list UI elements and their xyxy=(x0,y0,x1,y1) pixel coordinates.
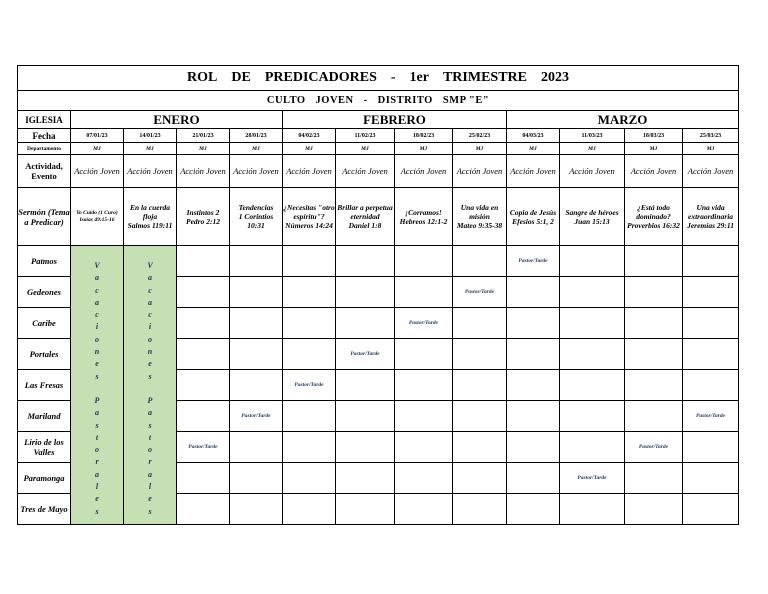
activity-cell: Acción Joven xyxy=(395,155,453,188)
schedule-cell xyxy=(453,246,507,277)
assignment-cell: Pastor/Tarde xyxy=(177,432,230,463)
schedule-cell xyxy=(230,246,283,277)
schedule-cell xyxy=(283,277,336,308)
sermon-cell: ¿Está todo dominado? Proverbios 16:32 xyxy=(625,188,683,246)
schedule-cell xyxy=(560,277,625,308)
department-cell: MJ xyxy=(507,143,560,155)
schedule-cell xyxy=(336,308,395,339)
fecha-header: Fecha xyxy=(18,129,71,143)
date-cell: 14/01/23 xyxy=(124,129,177,143)
church-name: Patmos xyxy=(18,246,71,277)
schedule-cell xyxy=(395,494,453,525)
schedule-cell xyxy=(283,401,336,432)
month-febrero: FEBRERO xyxy=(283,111,507,129)
schedule-cell xyxy=(625,277,683,308)
schedule-cell xyxy=(230,432,283,463)
date-cell: 11/03/23 xyxy=(560,129,625,143)
department-cell: MJ xyxy=(453,143,507,155)
church-name: Gedeones xyxy=(18,277,71,308)
schedule-cell xyxy=(395,277,453,308)
document-title: ROL DE PREDICADORES - 1er TRIMESTRE 2023 xyxy=(18,66,739,91)
department-cell: MJ xyxy=(177,143,230,155)
schedule-cell xyxy=(683,277,739,308)
schedule-cell xyxy=(683,308,739,339)
schedule-cell xyxy=(683,246,739,277)
schedule-cell xyxy=(507,401,560,432)
iglesia-header: IGLESIA xyxy=(18,111,71,129)
activity-cell: Acción Joven xyxy=(560,155,625,188)
schedule-cell xyxy=(336,277,395,308)
church-name: Mariland xyxy=(18,401,71,432)
assignment-cell: Pastor/Tarde xyxy=(625,432,683,463)
schedule-cell xyxy=(560,246,625,277)
schedule-cell xyxy=(625,463,683,494)
assignment-cell: Pastor/Tarde xyxy=(453,277,507,308)
schedule-cell xyxy=(625,370,683,401)
schedule-cell xyxy=(625,494,683,525)
date-cell: 04/03/23 xyxy=(507,129,560,143)
date-cell: 04/02/23 xyxy=(283,129,336,143)
sermon-cell: Una vida en misión Mateo 9:35-38 xyxy=(453,188,507,246)
date-cell: 25/02/23 xyxy=(453,129,507,143)
sermon-cell: Tendencias 1 Corintios 10:31 xyxy=(230,188,283,246)
schedule-cell xyxy=(453,370,507,401)
schedule-cell xyxy=(453,308,507,339)
schedule-cell xyxy=(507,308,560,339)
schedule-cell xyxy=(625,308,683,339)
schedule-cell xyxy=(283,308,336,339)
date-cell: 18/02/23 xyxy=(395,129,453,143)
schedule-cell xyxy=(283,463,336,494)
department-cell: MJ xyxy=(560,143,625,155)
vacaciones-pastorales-text: V a c a c i o n e s P a s t o r a l e s xyxy=(94,261,100,516)
schedule-cell xyxy=(395,370,453,401)
church-name: Paramonga xyxy=(18,463,71,494)
actividad-header: Actividad, Evento xyxy=(18,155,71,188)
schedule-cell xyxy=(230,277,283,308)
schedule-cell xyxy=(395,246,453,277)
schedule-cell xyxy=(395,339,453,370)
schedule-cell xyxy=(453,432,507,463)
schedule-cell xyxy=(336,246,395,277)
schedule-cell xyxy=(230,308,283,339)
vacaciones-pastorales-cell xyxy=(71,246,124,525)
activity-cell: Acción Joven xyxy=(336,155,395,188)
sermon-cell: Brillar a perpetua eternidad Daniel 1:8 xyxy=(336,188,395,246)
church-row-patmos xyxy=(18,246,739,277)
schedule-cell xyxy=(177,277,230,308)
assignment-cell: Pastor/Tarde xyxy=(395,308,453,339)
schedule-cell xyxy=(283,494,336,525)
assignment-cell: Pastor/Tarde xyxy=(560,463,625,494)
preacher-roster-table xyxy=(17,65,739,525)
schedule-cell xyxy=(177,370,230,401)
vacaciones-pastorales-cell xyxy=(124,246,177,525)
department-cell: MJ xyxy=(71,143,124,155)
schedule-cell xyxy=(336,494,395,525)
schedule-cell xyxy=(683,432,739,463)
schedule-cell xyxy=(283,246,336,277)
schedule-cell xyxy=(453,463,507,494)
month-enero: ENERO xyxy=(71,111,283,129)
church-name: Tres de Mayo xyxy=(18,494,71,525)
sermon-cell: Copia de Jesús Efesios 5:1, 2 xyxy=(507,188,560,246)
sermon-header: Sermón (Tema a Predicar) xyxy=(18,188,71,246)
date-cell: 18/03/23 xyxy=(625,129,683,143)
church-name: Portales xyxy=(18,339,71,370)
department-cell: MJ xyxy=(683,143,739,155)
schedule-cell xyxy=(283,432,336,463)
activity-cell: Acción Joven xyxy=(283,155,336,188)
schedule-cell xyxy=(336,370,395,401)
schedule-cell xyxy=(683,494,739,525)
schedule-cell xyxy=(560,401,625,432)
activity-cell: Acción Joven xyxy=(507,155,560,188)
schedule-cell xyxy=(336,463,395,494)
sermon-cell: Instintos 2 Pedro 2:12 xyxy=(177,188,230,246)
schedule-cell xyxy=(507,339,560,370)
schedule-cell xyxy=(177,401,230,432)
activity-cell: Acción Joven xyxy=(230,155,283,188)
date-cell: 21/01/23 xyxy=(177,129,230,143)
assignment-cell: Pastor/Tarde xyxy=(683,401,739,432)
activity-cell: Acción Joven xyxy=(177,155,230,188)
date-cell: 25/03/23 xyxy=(683,129,739,143)
date-cell: 07/01/23 xyxy=(71,129,124,143)
document-subtitle: CULTO JOVEN - DISTRITO SMP "E" xyxy=(18,91,739,111)
schedule-cell xyxy=(177,494,230,525)
activity-cell: Acción Joven xyxy=(453,155,507,188)
church-name: Caribe xyxy=(18,308,71,339)
schedule-cell xyxy=(507,370,560,401)
month-marzo: MARZO xyxy=(507,111,739,129)
dates-row xyxy=(18,129,739,143)
church-name: Lirio de los Valles xyxy=(18,432,71,463)
schedule-cell xyxy=(177,339,230,370)
department-cell: MJ xyxy=(283,143,336,155)
schedule-cell xyxy=(507,432,560,463)
sermon-cell: Yo Cuido (1 Curo) Isaías 49:15-16 xyxy=(71,188,124,246)
schedule-cell xyxy=(453,401,507,432)
date-cell: 11/02/23 xyxy=(336,129,395,143)
date-cell: 28/01/23 xyxy=(230,129,283,143)
assignment-cell: Pastor/Tarde xyxy=(336,339,395,370)
schedule-cell xyxy=(683,463,739,494)
departamento-header: Departamento xyxy=(18,143,71,155)
sermon-cell: ¿Necesitas "otro espíritu"? Números 14:24 xyxy=(283,188,336,246)
schedule-cell xyxy=(683,339,739,370)
schedule-cell xyxy=(625,339,683,370)
schedule-cell xyxy=(177,463,230,494)
schedule-cell xyxy=(230,463,283,494)
activity-cell: Acción Joven xyxy=(683,155,739,188)
schedule-cell xyxy=(507,277,560,308)
activity-cell: Acción Joven xyxy=(625,155,683,188)
schedule-cell xyxy=(336,401,395,432)
activities-row xyxy=(18,155,739,188)
schedule-cell xyxy=(177,246,230,277)
sermon-cell: ¡Corramos! Hebreos 12:1-2 xyxy=(395,188,453,246)
sermon-cell: Una vida extraordinaria Jeremías 29:11 xyxy=(683,188,739,246)
schedule-cell xyxy=(560,432,625,463)
schedule-cell xyxy=(683,370,739,401)
schedule-cell xyxy=(625,401,683,432)
schedule-cell xyxy=(395,432,453,463)
sermons-row xyxy=(18,188,739,246)
department-cell: MJ xyxy=(230,143,283,155)
assignment-cell: Pastor/Tarde xyxy=(283,370,336,401)
schedule-cell xyxy=(230,339,283,370)
activity-cell: Acción Joven xyxy=(71,155,124,188)
department-cell: MJ xyxy=(395,143,453,155)
schedule-cell xyxy=(230,494,283,525)
schedule-cell xyxy=(625,246,683,277)
schedule-cell xyxy=(507,494,560,525)
schedule-cell xyxy=(395,463,453,494)
schedule-cell xyxy=(230,370,283,401)
department-cell: MJ xyxy=(625,143,683,155)
schedule-cell xyxy=(453,494,507,525)
vacaciones-pastorales-text: V a c a c i o n e s P a s t o r a l e s xyxy=(147,261,153,516)
schedule-cell xyxy=(177,308,230,339)
sermon-cell: Sangre de héroes Juan 15:13 xyxy=(560,188,625,246)
department-cell: MJ xyxy=(336,143,395,155)
church-name: Las Fresas xyxy=(18,370,71,401)
department-cell: MJ xyxy=(124,143,177,155)
schedule-cell xyxy=(336,432,395,463)
activity-cell: Acción Joven xyxy=(124,155,177,188)
assignment-cell: Pastor/Tarde xyxy=(230,401,283,432)
departments-row xyxy=(18,143,739,155)
schedule-cell xyxy=(560,494,625,525)
schedule-cell xyxy=(453,339,507,370)
schedule-cell xyxy=(560,308,625,339)
schedule-cell xyxy=(560,370,625,401)
schedule-cell xyxy=(395,401,453,432)
schedule-cell xyxy=(283,339,336,370)
sermon-cell: En la cuerda floja Salmos 119:11 xyxy=(124,188,177,246)
schedule-cell xyxy=(560,339,625,370)
schedule-cell xyxy=(507,463,560,494)
assignment-cell: Pastor/Tarde xyxy=(507,246,560,277)
